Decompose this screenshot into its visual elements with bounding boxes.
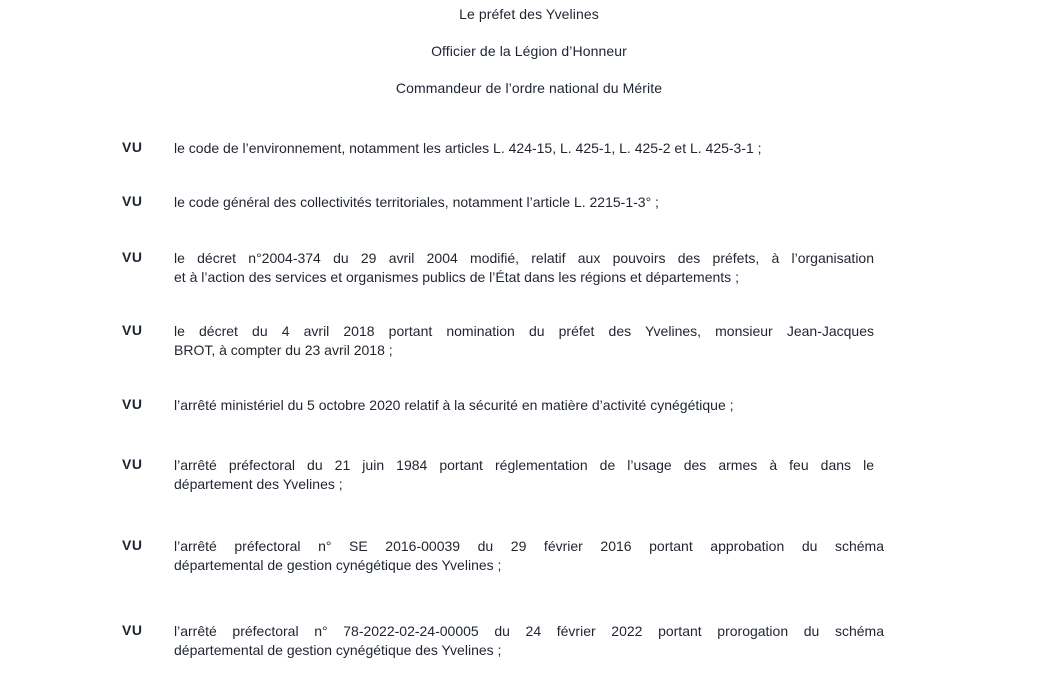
clause-text [174,396,890,415]
clause-line: départemental de gestion cynégétique des Yvelines ; [174,642,502,658]
clause-line: le décret du 4 avril 2018 portant nomination du préfet des Yvelines, monsieur Jean-Jacques [174,323,874,339]
clause-text [174,537,884,575]
clause-line: l’arrêté préfectoral du 21 juin 1984 portant réglementation de l’usage des armes à feu dans le [174,457,874,473]
vu-label: VU [122,396,143,412]
clause-text [174,322,874,360]
clause-line: départemental de gestion cynégétique des Yvelines ; [174,557,502,573]
clause-line: et à l’action des services et organismes publics de l’État dans les régions et départements ; [174,269,739,285]
clause-line: l’arrêté préfectoral n° SE 2016-00039 du 29 février 2016 portant approbation du schéma [174,538,884,554]
clause-line: département des Yvelines ; [174,476,343,492]
clause-line: BROT, à compter du 23 avril 2018 ; [174,342,393,358]
clause-text [174,249,874,287]
clause-line: le code général des collectivités territoriales, notamment l’article L. 2215-1-3° ; [174,194,659,210]
vu-label: VU [122,537,143,553]
prefect-title: Le préfet des Yvelines [459,6,599,22]
merite-title: Commandeur de l’ordre national du Mérite [395,80,663,96]
clause-line: le code de l’environnement, notamment les articles L. 424-15, L. 425-1, L. 425-2 et L. 425-3-1 ; [174,140,762,156]
vu-label: VU [122,622,143,638]
vu-label: VU [122,193,143,209]
clause-text [174,139,890,158]
legion-honneur-title: Officier de la Légion d’Honneur [431,43,627,59]
vu-label: VU [122,456,143,472]
clause-line: l’arrêté ministériel du 5 octobre 2020 relatif à la sécurité en matière d’activité cynégétique ; [174,397,734,413]
clause-text [174,622,884,660]
vu-label: VU [122,139,143,155]
clause-text [174,456,874,494]
clause-line: l’arrêté préfectoral n° 78-2022-02-24-00005 du 24 février 2022 portant prorogation du schéma [174,623,884,639]
vu-label: VU [122,322,143,338]
clause-text [174,193,890,212]
vu-label: VU [122,249,143,265]
clause-line: le décret n°2004-374 du 29 avril 2004 modifié, relatif aux pouvoirs des préfets, à l’organisation [174,250,874,266]
